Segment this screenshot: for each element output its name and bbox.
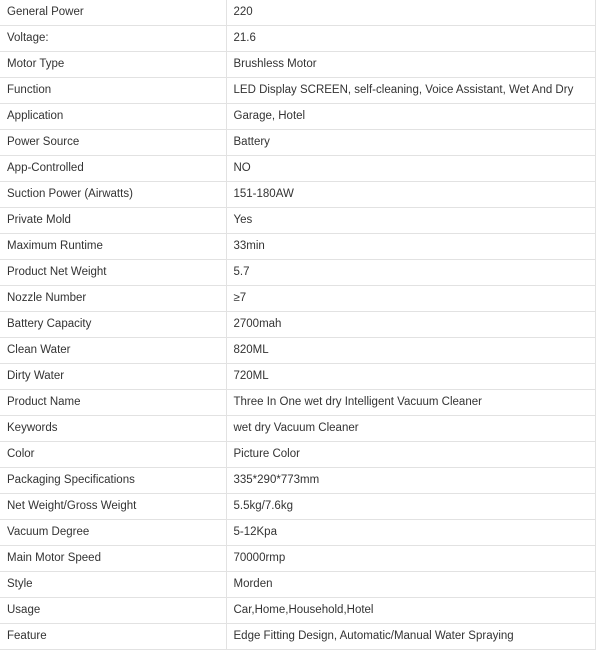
table-row	[0, 624, 595, 650]
spec-label: Packaging Specifications	[0, 468, 226, 494]
spec-value: 2700mah	[226, 312, 595, 338]
table-row	[0, 442, 595, 468]
spec-value: ≥7	[226, 286, 595, 312]
table-row	[0, 0, 595, 26]
spec-label: Net Weight/Gross Weight	[0, 494, 226, 520]
table-row	[0, 234, 595, 260]
spec-value: wet dry Vacuum Cleaner	[226, 416, 595, 442]
spec-value: NO	[226, 156, 595, 182]
spec-label: Nozzle Number	[0, 286, 226, 312]
spec-label: App-Controlled	[0, 156, 226, 182]
spec-label: Style	[0, 572, 226, 598]
spec-label: Feature	[0, 624, 226, 650]
table-row	[0, 572, 595, 598]
spec-label: Private Mold	[0, 208, 226, 234]
spec-label: Battery Capacity	[0, 312, 226, 338]
spec-label: Main Motor Speed	[0, 546, 226, 572]
spec-value: 5.5kg/7.6kg	[226, 494, 595, 520]
table-row	[0, 416, 595, 442]
spec-value: Car,Home,Household,Hotel	[226, 598, 595, 624]
table-row	[0, 364, 595, 390]
spec-value: Garage, Hotel	[226, 104, 595, 130]
spec-label: Dirty Water	[0, 364, 226, 390]
spec-label: Function	[0, 78, 226, 104]
table-row	[0, 104, 595, 130]
spec-value: Brushless Motor	[226, 52, 595, 78]
spec-value: 335*290*773mm	[226, 468, 595, 494]
spec-label: Application	[0, 104, 226, 130]
table-row	[0, 78, 595, 104]
table-row	[0, 260, 595, 286]
table-row	[0, 52, 595, 78]
spec-label: Voltage:	[0, 26, 226, 52]
table-row	[0, 338, 595, 364]
spec-label: Clean Water	[0, 338, 226, 364]
spec-label: General Power	[0, 0, 226, 26]
spec-label: Suction Power (Airwatts)	[0, 182, 226, 208]
table-row	[0, 26, 595, 52]
spec-label: Motor Type	[0, 52, 226, 78]
spec-value: 151-180AW	[226, 182, 595, 208]
spec-label: Usage	[0, 598, 226, 624]
table-row	[0, 598, 595, 624]
spec-value: Three In One wet dry Intelligent Vacuum Cleaner	[226, 390, 595, 416]
spec-label: Keywords	[0, 416, 226, 442]
spec-label: Product Net Weight	[0, 260, 226, 286]
spec-label: Product Name	[0, 390, 226, 416]
spec-value: Morden	[226, 572, 595, 598]
table-row	[0, 468, 595, 494]
spec-value: 5-12Kpa	[226, 520, 595, 546]
table-row	[0, 182, 595, 208]
spec-value: 220	[226, 0, 595, 26]
table-row	[0, 208, 595, 234]
table-row	[0, 286, 595, 312]
spec-value: Picture Color	[226, 442, 595, 468]
table-row	[0, 546, 595, 572]
spec-value: 70000rmp	[226, 546, 595, 572]
spec-value: LED Display SCREEN, self-cleaning, Voice Assistant, Wet And Dry	[226, 78, 595, 104]
table-row	[0, 156, 595, 182]
table-row	[0, 390, 595, 416]
table-row	[0, 312, 595, 338]
spec-value: 820ML	[226, 338, 595, 364]
spec-label: Color	[0, 442, 226, 468]
table-row	[0, 130, 595, 156]
table-row	[0, 520, 595, 546]
spec-label: Power Source	[0, 130, 226, 156]
spec-value: Battery	[226, 130, 595, 156]
spec-value: 21.6	[226, 26, 595, 52]
spec-value: 5.7	[226, 260, 595, 286]
spec-value: 720ML	[226, 364, 595, 390]
spec-label: Maximum Runtime	[0, 234, 226, 260]
spec-value: Yes	[226, 208, 595, 234]
table-row	[0, 494, 595, 520]
spec-label: Vacuum Degree	[0, 520, 226, 546]
spec-value: 33min	[226, 234, 595, 260]
spec-value: Edge Fitting Design, Automatic/Manual Water Spraying	[226, 624, 595, 650]
